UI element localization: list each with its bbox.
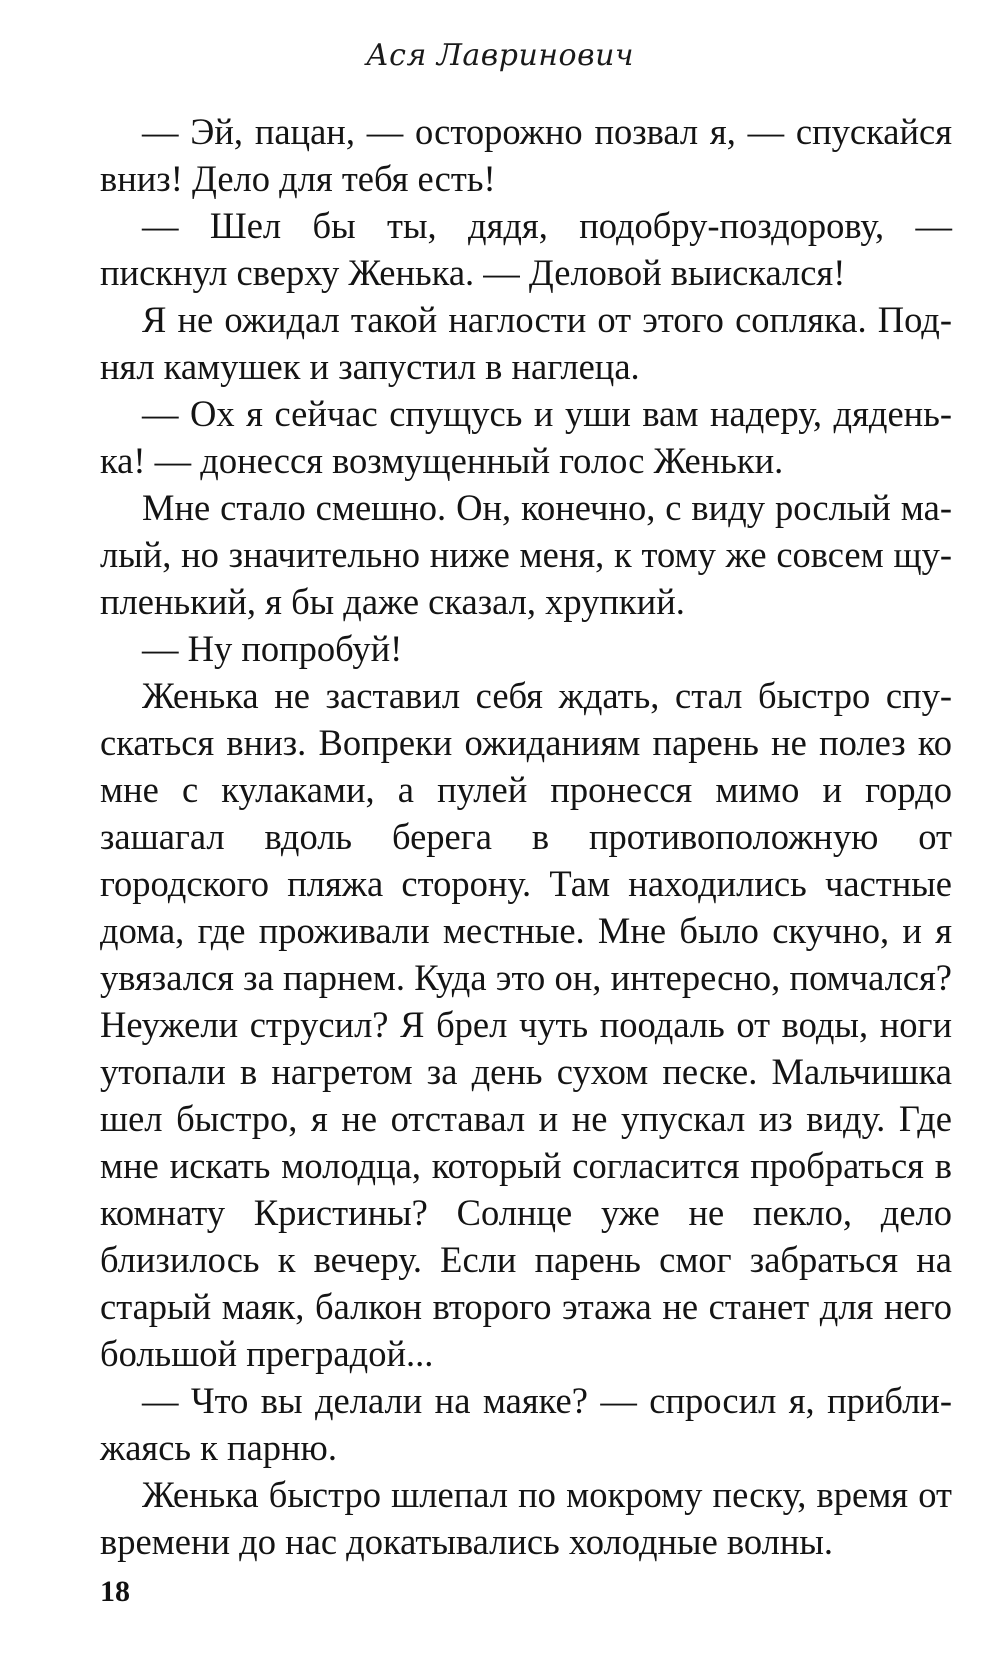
paragraph: Я не ожидал такой наглости от этого сопляка. Поднял камушек и запустил в наглеца.: [100, 299, 952, 387]
paragraph: — Ох я сейчас спущусь и уши вам надеру, дяденька! — донесся возмущенный голос Женьки.: [100, 393, 952, 481]
paragraph: — Что вы делали на маяке? — спросил я, приближаясь к парню.: [100, 1380, 952, 1468]
paragraph: — Эй, пацан, — осторожно позвал я, — спускайся вниз! Дело для тебя есть!: [100, 111, 952, 199]
paragraph: — Ну попробуй!: [142, 628, 403, 669]
paragraph: Женька не заставил себя ждать, стал быстро спускаться вниз. Вопреки ожиданиям парень не полез ко мне с кулаками, а пулей пронесся мимо и гордо зашагал вдоль берега в противоположную от городского пляжа сторону. Там находились частные дома, где проживали местные. Мне было скучно, и я увязался за парнем. Куда это он, интересно, помчался? Неужели струсил? Я брел чуть поодаль от воды, ноги утопали в нагретом за день сухом песке. Мальчишка шел быстро, я не отставал и не упускал из виду. Где мне искать молодца, который согласится пробраться в комнату Кристины? Солнце уже не пекло, дело близилось к вечеру. Если парень смог забраться на старый маяк, балкон второго этажа не станет для него большой преградой...: [100, 675, 952, 1374]
paragraph: — Шел бы ты, дядя, подобру-поздорову, — пискнул сверху Женька. — Деловой выискался!: [100, 205, 952, 293]
running-head-author: Ася Лавринович: [365, 38, 635, 73]
paragraph: Женька быстро шлепал по мокрому песку, время от времени до нас докатывались холодные волны.: [100, 1474, 952, 1562]
body-text: [100, 108, 952, 1565]
page-number: 18: [100, 1575, 130, 1608]
paragraph: Мне стало смешно. Он, конечно, с виду рослый малый, но значительно ниже меня, к тому же совсем щупленький, я бы даже сказал, хрупкий.: [100, 487, 952, 622]
